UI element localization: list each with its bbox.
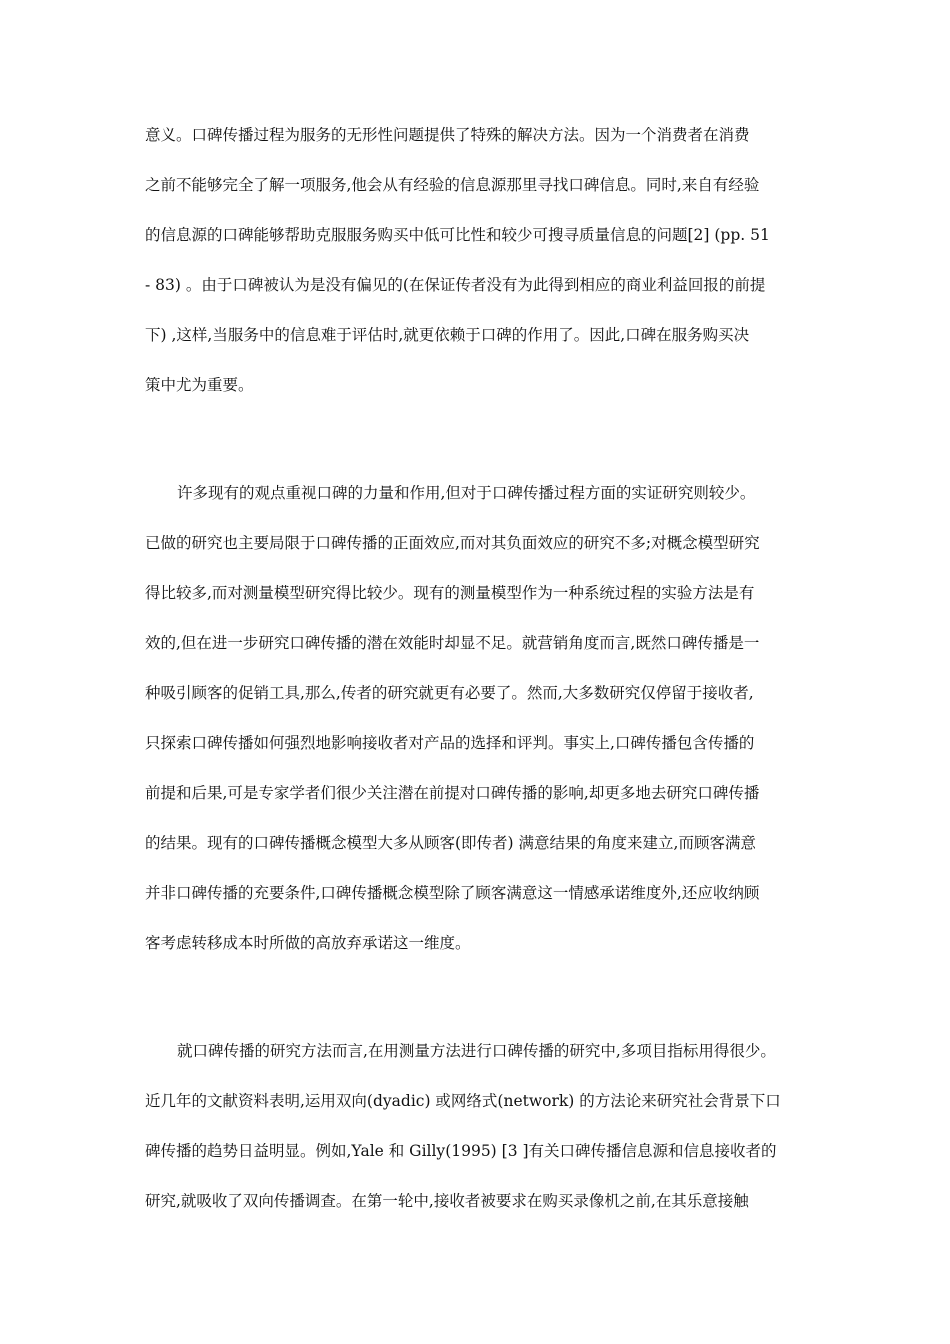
paragraph-2 [145, 468, 817, 968]
text-line: 的信息源的口碑能够帮助克服服务购买中低可比性和较少可搜寻质量信息的问题[2] (pp. 51 [145, 226, 770, 244]
document-body [145, 110, 817, 1226]
text-line: 研究,就吸收了双向传播调查。在第一轮中,接收者被要求在购买录像机之前,在其乐意接触 [145, 1192, 749, 1210]
paragraph-spacer [145, 968, 817, 1026]
text-line: 已做的研究也主要局限于口碑传播的正面效应,而对其负面效应的研究不多;对概念模型研究 [145, 534, 760, 552]
text-line: 前提和后果,可是专家学者们很少关注潜在前提对口碑传播的影响,却更多地去研究口碑传播 [145, 784, 760, 802]
text-line: 策中尤为重要。 [145, 376, 254, 394]
text-line: 得比较多,而对测量模型研究得比较少。现有的测量模型作为一种系统过程的实验方法是有 [145, 584, 755, 602]
paragraph-1 [145, 110, 817, 410]
text-line: 碑传播的趋势日益明显。例如,Yale 和 Gilly(1995) [3 ]有关口碑传播信息源和信息接收者的 [145, 1142, 777, 1160]
paragraph-spacer [145, 410, 817, 468]
text-line: 许多现有的观点重视口碑的力量和作用,但对于口碑传播过程方面的实证研究则较少。 [177, 484, 756, 502]
text-line: 就口碑传播的研究方法而言,在用测量方法进行口碑传播的研究中,多项目指标用得很少。 [177, 1042, 776, 1060]
text-line: 只探索口碑传播如何强烈地影响接收者对产品的选择和评判。事实上,口碑传播包含传播的 [145, 734, 755, 752]
text-line: 种吸引顾客的促销工具,那么,传者的研究就更有必要了。然而,大多数研究仅停留于接收者, [145, 684, 754, 702]
text-line: 的结果。现有的口碑传播概念模型大多从顾客(即传者) 满意结果的角度来建立,而顾客满意 [145, 834, 756, 852]
text-line: 下) ,这样,当服务中的信息难于评估时,就更依赖于口碑的作用了。因此,口碑在服务购买决 [145, 326, 750, 344]
text-line: 效的,但在进一步研究口碑传播的潜在效能时却显不足。就营销角度而言,既然口碑传播是一 [145, 634, 760, 652]
text-line: 并非口碑传播的充要条件,口碑传播概念模型除了顾客满意这一情感承诺维度外,还应收纳顾 [145, 884, 760, 902]
text-line: 近几年的文献资料表明,运用双向(dyadic) 或网络式(network) 的方法论来研究社会背景下口 [145, 1092, 781, 1110]
paragraph-3 [145, 1026, 817, 1226]
text-line: 意义。口碑传播过程为服务的无形性问题提供了特殊的解决方法。因为一个消费者在消费 [145, 126, 750, 144]
text-line: 客考虑转移成本时所做的高放弃承诺这一维度。 [145, 934, 471, 952]
text-line: - 83) 。由于口碑被认为是没有偏见的(在保证传者没有为此得到相应的商业利益回报的前提 [145, 276, 766, 294]
text-line: 之前不能够完全了解一项服务,他会从有经验的信息源那里寻找口碑信息。同时,来自有经验 [145, 176, 760, 194]
